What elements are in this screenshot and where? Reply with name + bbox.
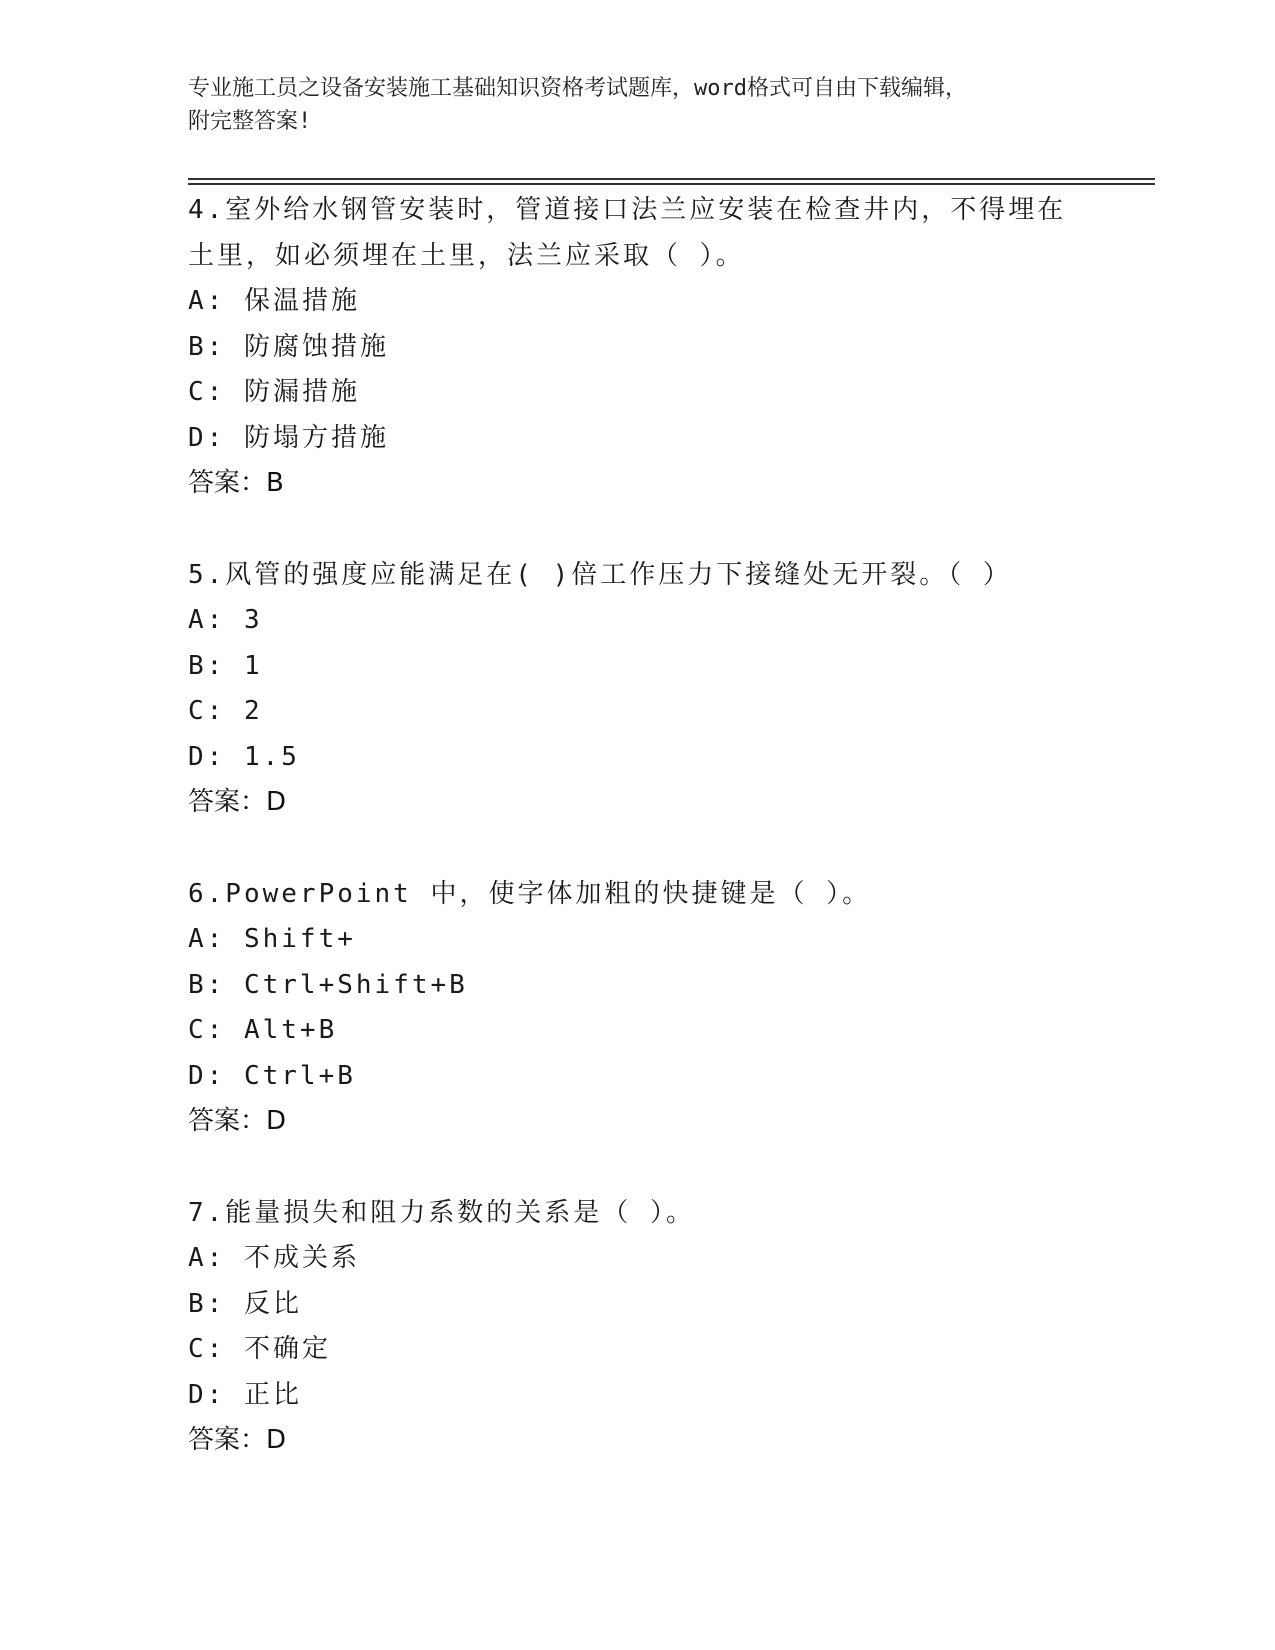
question-text: 7.能量损失和阻力系数的关系是（ ）。 <box>188 1197 695 1228</box>
option-a: A: Shift+ <box>188 924 356 954</box>
option-a: A: 3 <box>188 605 263 635</box>
option-d: D: Ctrl+B <box>188 1060 356 1091</box>
question-block <box>188 872 1088 1145</box>
answer-text: 答案：B <box>188 468 284 498</box>
answer-text: 答案：D <box>188 787 287 817</box>
option-c: C: 防漏措施 <box>188 377 360 407</box>
question-block <box>188 553 1088 826</box>
option-b: B: 反比 <box>188 1288 302 1319</box>
option-a: A: 保温措施 <box>188 286 360 316</box>
document-header <box>188 72 1088 138</box>
question-list <box>188 188 1088 1510</box>
header-divider-bottom <box>188 183 1155 185</box>
question-text: 4.室外给水钢管安装时，管道接口法兰应安装在检查井内，不得埋在土里，如必须埋在土里，法兰应采取（ ）。 <box>188 195 1067 271</box>
answer-text: 答案：D <box>188 1425 287 1455</box>
option-c: C: Alt+B <box>188 1015 338 1045</box>
option-b: B: 1 <box>188 650 263 681</box>
option-list <box>188 279 1088 461</box>
answer-text: 答案：D <box>188 1106 287 1136</box>
option-list <box>188 917 1088 1099</box>
option-b: B: 防腐蚀措施 <box>188 331 389 362</box>
option-c: C: 2 <box>188 696 263 726</box>
question-block <box>188 188 1088 507</box>
question-text: 5.风管的强度应能满足在( )倍工作压力下接缝处无开裂。（ ） <box>188 559 1012 590</box>
option-d: D: 1.5 <box>188 741 300 772</box>
option-a: A: 不成关系 <box>188 1243 360 1273</box>
header-divider-top <box>188 178 1155 180</box>
question-block <box>188 1191 1088 1464</box>
header-line-2: 附完整答案! <box>188 109 312 134</box>
question-text: 6.PowerPoint 中，使字体加粗的快捷键是（ ）。 <box>188 878 872 909</box>
option-list <box>188 1236 1088 1418</box>
option-b: B: Ctrl+Shift+B <box>188 969 468 1000</box>
header-line-1: 专业施工员之设备安装施工基础知识资格考试题库，word格式可自由下载编辑， <box>188 76 967 101</box>
option-d: D: 正比 <box>188 1379 302 1410</box>
option-list <box>188 598 1088 780</box>
option-d: D: 防塌方措施 <box>188 422 389 453</box>
option-c: C: 不确定 <box>188 1334 331 1364</box>
